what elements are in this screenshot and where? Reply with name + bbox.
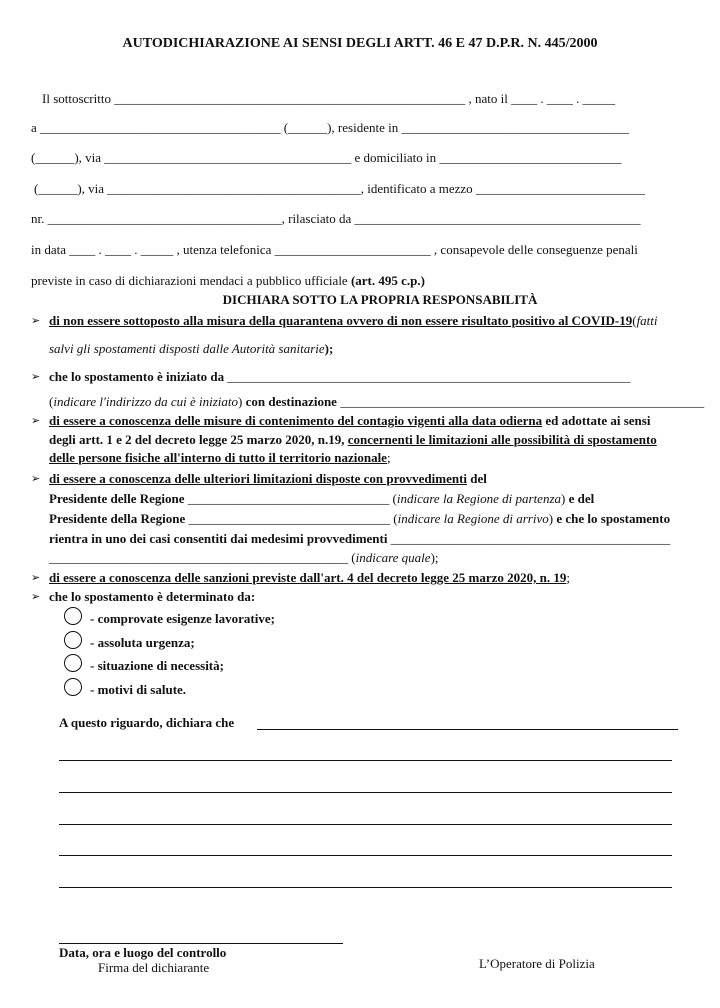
departure-region-hint: indicare la Regione di partenza [396,491,562,506]
item-3-line-3 [49,450,391,466]
provisions-blank-2: ______________________________________________ [49,550,352,565]
item-2-blank: ______________________________________________________________ [227,369,631,384]
option-work-label: - comprovate esigenze lavorative; [90,611,275,626]
item-2-blank-2: ________________________________________________________ [340,394,705,409]
item-3-underlined-1: di essere a conoscenza delle misure di contenimento del contagio vigenti alla data odierna [49,413,543,428]
arrow-bullet-icon: ➢ [31,415,41,427]
regard-label: A questo riguardo, dichiara che [59,715,235,730]
regard-line[interactable] [59,792,672,793]
penalty-article: (art. 495 c.p.) [350,273,425,288]
item-3-line-1 [49,413,650,429]
declaration-heading: DICHIARA SOTTO LA PROPRIA RESPONSABILITÀ [222,292,538,307]
departure-region-label: Presidente delle Regione [49,491,188,506]
radio-circle-icon[interactable] [64,607,82,625]
regard-line[interactable] [59,855,672,856]
item-4-line-4 [49,531,670,547]
item-3-text-1: ed adottate ai sensi [542,413,651,428]
option-urgency-label: - assoluta urgenza; [90,635,195,650]
item-4-line-3: Presidente della Regione _______________________________ (indicare la Regione di arrivo) e che lo spostamento [49,511,671,526]
regard-line[interactable] [59,760,672,761]
personal-line-4: (______), via _______________________________________, identificato a mezzo __________________________ [34,181,645,196]
item-6-line-1: che lo spostamento è determinato da: [49,589,256,604]
item-2-line-2: (indicare l'indirizzo da cui è iniziato) con destinazione ________________________________________________________ [49,394,705,409]
item-2-bold-2: con destinazione [242,394,341,409]
item-5-underlined: di essere a conoscenza delle sanzioni previste dall'art. 4 del decreto legge 25 marzo 2020, n. 19 [49,570,567,585]
arrow-bullet-icon: ➢ [31,572,41,584]
regard-line[interactable] [59,887,672,888]
option-necessity-label: - situazione di necessità; [90,658,224,673]
item-1-italic-a: fatti [636,313,658,328]
provisions-end: ; [434,550,439,565]
personal-line-5: nr. ____________________________________, rilasciato da ____________________________________________ [31,211,641,226]
item-4-underlined: di essere a conoscenza delle ulteriori limitazioni disposte con provvedimenti [49,471,468,486]
arrival-region-label: Presidente della Regione [49,511,189,526]
penalty-text: previste in caso di dichiarazioni mendaci a pubblico ufficiale [31,273,351,288]
signature-label: Firma del dichiarante [98,960,210,975]
item-2-italic: indicare l'indirizzo da cui è iniziato [53,394,238,409]
departure-region-blank: _______________________________ [187,491,393,506]
personal-line-7 [31,273,425,289]
item-1-line-2 [49,341,333,357]
personal-line-6: in data ____ . ____ . _____ , utenza telefonica ________________________ , consapevole delle conseguenze penali [31,242,638,257]
item-4-line-1 [49,471,487,487]
radio-circle-icon[interactable] [64,654,82,672]
item-2-line-1 [49,369,630,385]
date-place-label: Data, ora e luogo del controllo [59,945,227,960]
provisions-hint: indicare quale [355,550,431,565]
arrival-region-end: e che lo spostamento [553,511,671,526]
item-1-line-1 [49,313,658,329]
item-5-line-1 [49,570,570,586]
item-1-underlined: di non essere sottoposto alla misura della quarantena ovvero di non essere risultato positivo al COVID-19 [49,313,633,328]
provisions-blank: ___________________________________________ [390,531,671,546]
page-title: AUTODICHIARAZIONE AI SENSI DEGLI ARTT. 46 E 47 D.P.R. N. 445/2000 [122,36,598,51]
item-1-close: ); [324,341,334,356]
item-5-text: ; [566,570,571,585]
arrow-bullet-icon: ➢ [31,315,41,327]
regard-line[interactable] [59,824,672,825]
signature-line[interactable] [59,943,343,944]
officer-label: L’Operatore di Polizia [479,956,595,971]
radio-circle-icon[interactable] [64,678,82,696]
item-3-underlined-3: delle persone fisiche all'interno di tutto il territorio nazionale [49,450,387,465]
personal-line-2: a _____________________________________ (______), residente in ___________________________________ [31,120,629,135]
item-4-line-5: ______________________________________________ (indicare quale); [49,550,439,565]
item-1-italic-b: salvi gli spostamenti disposti dalle Autorità sanitarie [49,341,325,356]
arrival-region-hint: indicare la Regione di arrivo [397,511,549,526]
personal-line-3: (______), via ______________________________________ e domiciliato in ____________________________ [31,150,622,165]
departure-region-end: e del [565,491,595,506]
item-3-underlined-2: concernenti le limitazioni alle possibilità di spostamento [347,432,657,447]
provisions-label: rientra in uno dei casi consentiti dai medesimi provvedimenti [49,531,391,546]
radio-circle-icon[interactable] [64,631,82,649]
arrival-region-blank: _______________________________ [188,511,394,526]
item-2-bold: che lo spostamento è iniziato da [49,369,228,384]
item-1-paren: ( [632,313,637,328]
item-3-text-3: ; [386,450,391,465]
item-3-text-2: degli artt. 1 e 2 del decreto legge 25 marzo 2020, n.19, [49,432,348,447]
arrow-bullet-icon: ➢ [31,473,41,485]
item-4-text-1: del [467,471,487,486]
option-health-label: - motivi di salute. [90,682,187,697]
arrow-bullet-icon: ➢ [31,591,41,603]
item-4-line-2: Presidente delle Regione _______________________________ (indicare la Regione di partenza) e del [49,491,595,506]
personal-line-1: Il sottoscritto ______________________________________________________ , nato il ____ . ____ . _____ [42,91,616,106]
regard-line-first[interactable] [257,729,678,730]
arrow-bullet-icon: ➢ [31,371,41,383]
item-3-line-2 [49,432,657,448]
